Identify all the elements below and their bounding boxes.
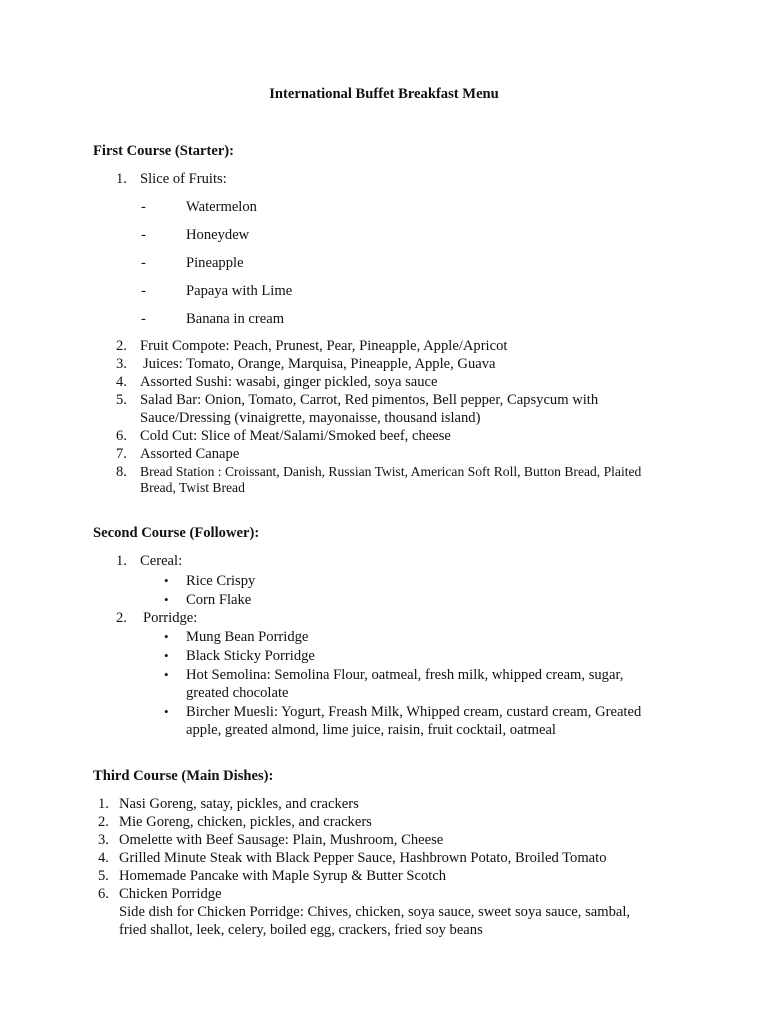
cereal-item: Corn Flake (186, 592, 252, 608)
side-dish-line: Side dish for Chicken Porridge: Chives, chicken, soya sauce, sweet soya sauce, sambal, (119, 904, 631, 920)
side-dish-line: fried shallot, leek, celery, boiled egg, crackers, fried soy beans (119, 922, 483, 938)
third-course-heading: Third Course (Main Dishes): (93, 768, 274, 784)
dash-marker: - (141, 311, 146, 327)
list-item-continuation: Bread, Twist Bread (140, 480, 245, 495)
porridge-item: Hot Semolina: Semolina Flour, oatmeal, fresh milk, whipped cream, sugar, (186, 667, 624, 683)
porridge-item-continuation: apple, greated almond, lime juice, raisin, fruit cocktail, oatmeal (186, 722, 556, 738)
list-number: 4. (98, 850, 109, 866)
list-item: Assorted Canape (140, 446, 240, 462)
dash-marker: - (141, 255, 146, 271)
fruit-item: Watermelon (186, 199, 257, 215)
cereal-label: Cereal: (140, 553, 183, 569)
bullet-marker: • (164, 704, 169, 719)
first-course-heading: First Course (Starter): (93, 143, 235, 159)
list-number: 6. (116, 428, 127, 444)
list-number: 2. (116, 338, 127, 354)
list-item: Nasi Goreng, satay, pickles, and crackers (119, 796, 359, 812)
list-item-continuation: Sauce/Dressing (vinaigrette, mayonaisse, thousand island) (140, 410, 481, 426)
porridge-item: Black Sticky Porridge (186, 648, 315, 664)
dash-marker: - (141, 283, 146, 299)
list-number: 3. (98, 832, 109, 848)
list-number: 8. (116, 464, 127, 480)
fruit-item: Honeydew (186, 227, 250, 243)
list-item: Grilled Minute Steak with Black Pepper Sauce, Hashbrown Potato, Broiled Tomato (119, 850, 607, 866)
list-number: 5. (98, 868, 109, 884)
bullet-marker: • (164, 629, 169, 644)
list-item: Juices: Tomato, Orange, Marquisa, Pineapple, Apple, Guava (143, 356, 496, 372)
bullet-marker: • (164, 573, 169, 588)
porridge-label: Porridge: (143, 610, 198, 626)
list-number: 1. (116, 553, 127, 569)
list-item: Homemade Pancake with Maple Syrup & Butter Scotch (119, 868, 447, 884)
list-item: Chicken Porridge (119, 886, 222, 902)
slice-of-fruits-label: Slice of Fruits: (140, 171, 227, 187)
fruit-item: Pineapple (186, 255, 244, 271)
list-item: Omelette with Beef Sausage: Plain, Mushroom, Cheese (119, 832, 444, 848)
fruit-item: Banana in cream (186, 311, 285, 327)
list-number: 6. (98, 886, 109, 902)
list-number: 3. (116, 356, 127, 372)
porridge-item: Mung Bean Porridge (186, 629, 309, 645)
list-number: 2. (116, 610, 127, 626)
list-number: 5. (116, 392, 127, 408)
list-item: Assorted Sushi: wasabi, ginger pickled, soya sauce (140, 374, 438, 390)
second-course-heading: Second Course (Follower): (93, 525, 260, 541)
dash-marker: - (141, 199, 146, 215)
list-number: 1. (116, 171, 127, 187)
bullet-marker: • (164, 667, 169, 682)
list-item: Salad Bar: Onion, Tomato, Carrot, Red pimentos, Bell pepper, Capsycum with (140, 392, 599, 408)
fruit-item: Papaya with Lime (186, 283, 293, 299)
list-item: Cold Cut: Slice of Meat/Salami/Smoked beef, cheese (140, 428, 451, 444)
cereal-item: Rice Crispy (186, 573, 256, 589)
list-number: 4. (116, 374, 127, 390)
porridge-item: Bircher Muesli: Yogurt, Freash Milk, Whipped cream, custard cream, Greated (186, 704, 642, 720)
bullet-marker: • (164, 592, 169, 607)
dash-marker: - (141, 227, 146, 243)
list-item: Bread Station : Croissant, Danish, Russian Twist, American Soft Roll, Button Bread, Plaited (140, 464, 642, 479)
page-title: International Buffet Breakfast Menu (269, 86, 499, 102)
list-number: 1. (98, 796, 109, 812)
porridge-item-continuation: greated chocolate (186, 685, 289, 701)
list-number: 7. (116, 446, 127, 462)
list-number: 2. (98, 814, 109, 830)
list-item: Mie Goreng, chicken, pickles, and crackers (119, 814, 372, 830)
list-item: Fruit Compote: Peach, Prunest, Pear, Pineapple, Apple/Apricot (140, 338, 508, 354)
bullet-marker: • (164, 648, 169, 663)
